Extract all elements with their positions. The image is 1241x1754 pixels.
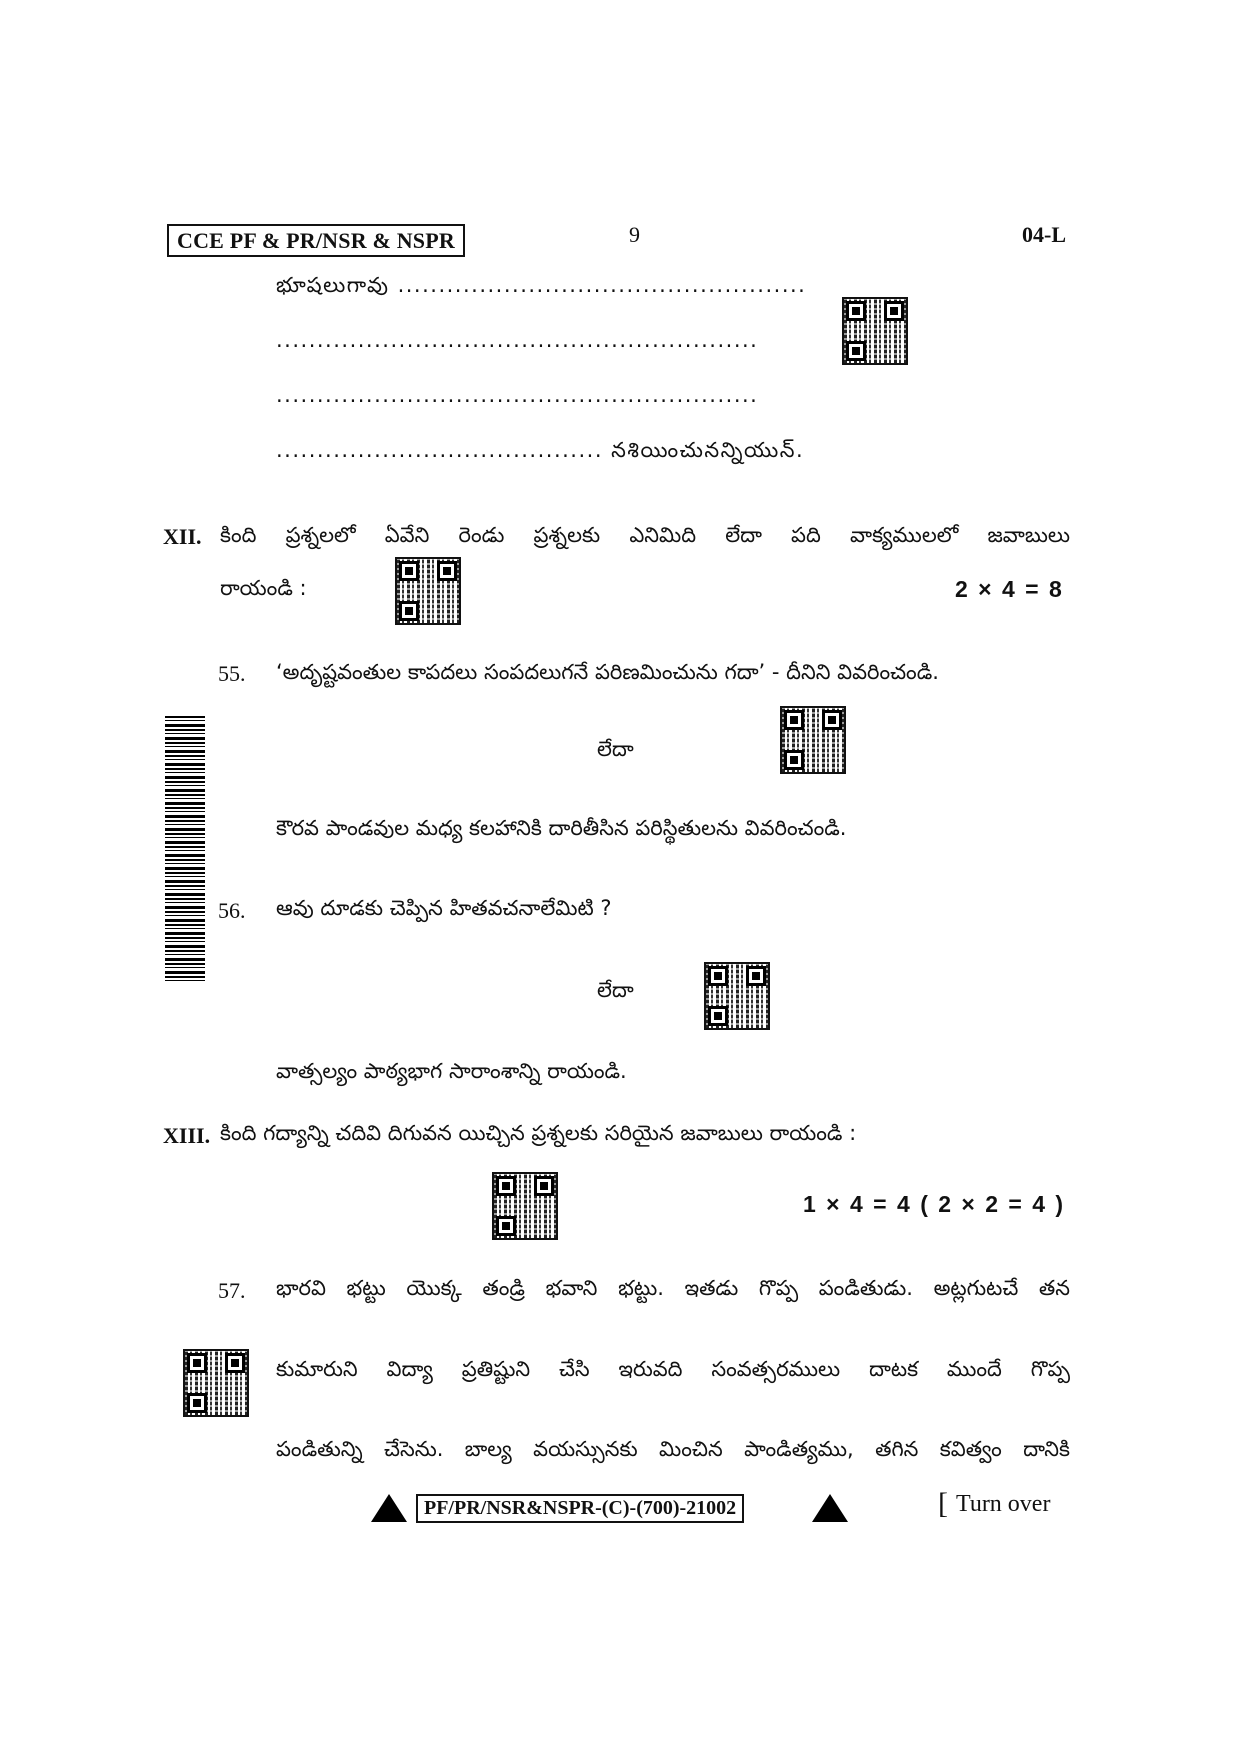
poem-line-3: ........................................................... [276,383,759,407]
question-55-number: 55. [218,661,246,686]
question-57-line-3: పండితున్ని చేసెను. బాల్య వయస్సునకు మించిన పాండిత్యము, తగిన కవిత్వం దానికి [276,1437,1070,1461]
question-57-line-1: భారవి భట్టు యొక్క తండ్రి భవాని భట్టు. ఇతడు గొప్ప పండితుడు. అట్లగుటచే తన [276,1276,1070,1300]
section-xii-instruction-cont: రాయండి : [220,576,307,600]
section-xiii-instruction: కింది గద్యాన్ని చదివి దిగువన యిచ్చిన ప్రశ్నలకు సరియైన జవాబులు రాయండి : [220,1121,857,1145]
qr-code [780,706,846,774]
question-56-or: లేదా [597,978,634,1002]
question-55-alternative: కౌరవ పాండవుల మధ్య కలహానికి దారితీసిన పరిస్థితులను వివరించండి. [276,816,847,840]
question-57-number: 57. [218,1278,246,1303]
question-55-text: ‘అదృష్టవంతుల కాపదలు సంపదలుగనే పరిణమించును గదా’ - దీనిని వివరించండి. [276,660,939,684]
question-56-text: ఆవు దూడకు చెప్పిన హితవచనాలేమిటి ? [276,896,612,920]
section-xii-instruction: కింది ప్రశ్నలలో ఏవేని రెండు ప్రశ్నలకు ఎనిమిది లేదా పది వాక్యములలో జవాబులు [220,523,1070,547]
triangle-marker-right [812,1494,848,1522]
qr-code [492,1172,558,1240]
page-number: 9 [629,222,640,247]
question-56-alternative: వాత్సల్యం పాఠ్యభాగ సారాంశాన్ని రాయండి. [276,1059,627,1083]
footer-code-box: PF/PR/NSR&NSPR-(C)-(700)-21002 [416,1494,744,1523]
turn-over-label: Turn over [956,1491,1051,1517]
question-55-or: లేదా [597,737,634,761]
barcode [165,716,205,981]
poem-line-2: ........................................................... [276,328,759,352]
turn-over-bracket: [ [938,1487,948,1520]
question-56-number: 56. [218,898,246,923]
qr-code [395,557,461,625]
section-xiii-label: XIII. [163,1123,211,1148]
paper-code-box: CCE PF & PR/NSR & NSPR [167,224,465,257]
section-xiii-marks: 1 × 4 = 4 ( 2 × 2 = 4 ) [803,1191,1066,1217]
qr-code [704,962,770,1030]
triangle-marker-left [371,1494,407,1522]
section-xii-marks: 2 × 4 = 8 [955,576,1064,602]
qr-code [842,297,908,365]
section-xii-label: XII. [163,524,202,549]
poem-line-1: భూషలుగావు .................................................. [276,273,807,297]
subject-code: 04-L [1022,222,1066,247]
question-57-line-2: కుమారుని విద్యా ప్రతిష్టుని చేసి ఇరువది సంవత్సరములు దాటక ముందే గొప్ప [276,1357,1070,1381]
qr-code [183,1349,249,1417]
poem-line-4: ........................................ నశియించునన్నియున్. [276,438,805,462]
